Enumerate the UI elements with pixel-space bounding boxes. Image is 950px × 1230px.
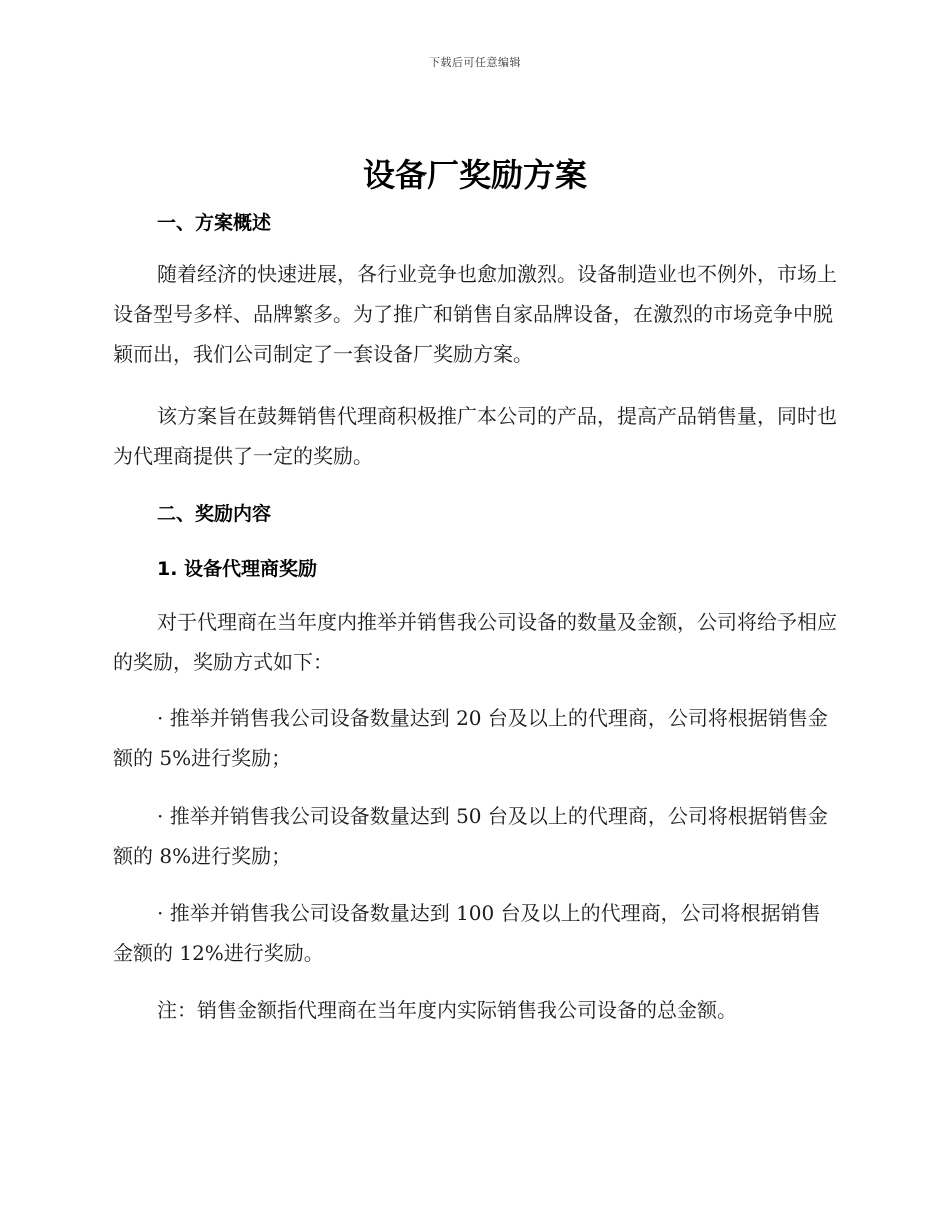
rewards-note: 注：销售金额指代理商在当年度内实际销售我公司设备的总金额。 bbox=[157, 998, 737, 1022]
subheading-agent-rewards: 1. 设备代理商奖励 bbox=[157, 558, 318, 580]
overview-paragraph-2: 该方案旨在鼓舞销售代理商积极推广本公司的产品，提高产品销售量，同时也为代理商提供了一定的奖励。 bbox=[113, 404, 837, 468]
reward-tier-item: · 推举并销售我公司设备数量达到 100 台及以上的代理商，公司将根据销售金额的 12%进行奖励。 bbox=[113, 901, 821, 965]
section-heading-overview: 一、方案概述 bbox=[157, 212, 272, 234]
reward-tier-item: · 推举并销售我公司设备数量达到 50 台及以上的代理商，公司将根据销售金额的 8%进行奖励； bbox=[113, 804, 828, 868]
page-header: 下载后可任意编辑 bbox=[429, 56, 521, 69]
reward-tier-item: · 推举并销售我公司设备数量达到 20 台及以上的代理商，公司将根据销售金额的 5%进行奖励； bbox=[113, 706, 828, 770]
overview-paragraph-1: 随着经济的快速进展，各行业竞争也愈加激烈。设备制造业也不例外，市场上设备型号多样、品牌繁多。为了推广和销售自家品牌设备，在激烈的市场竞争中脱颖而出，我们公司制定了一套设备厂奖励方案。 bbox=[113, 262, 837, 366]
rewards-intro-paragraph: 对于代理商在当年度内推举并销售我公司设备的数量及金额，公司将给予相应的奖励，奖励方式如下： bbox=[113, 610, 837, 674]
section-heading-rewards: 二、奖励内容 bbox=[157, 503, 272, 525]
document-title: 设备厂奖励方案 bbox=[362, 156, 587, 194]
